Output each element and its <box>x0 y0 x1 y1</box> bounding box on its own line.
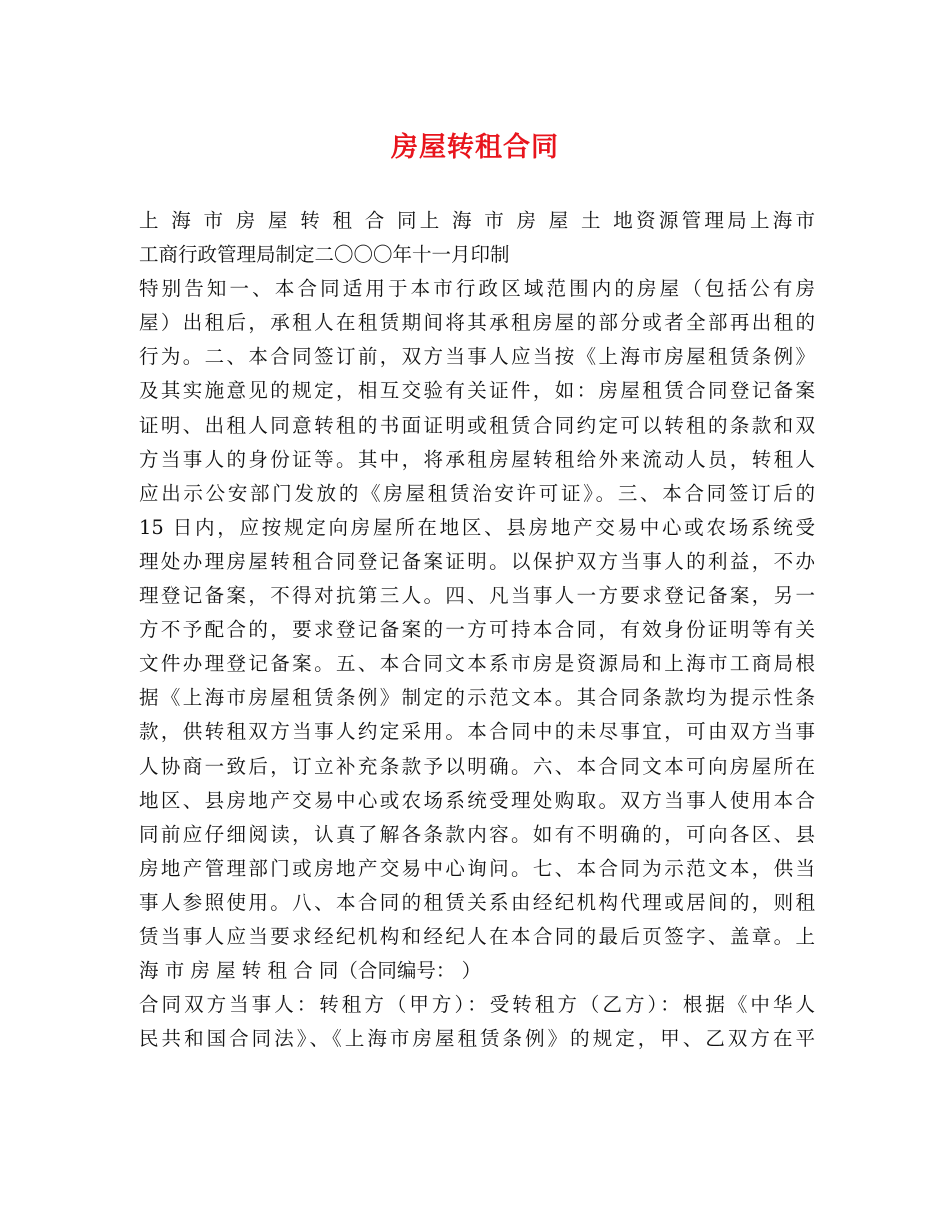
document-line: 款，供转租双方当事人约定采用。本合同中的未尽事宜，可由双方当事 <box>139 720 815 744</box>
document-line: 海 市 房 屋 转 租 合 同（合同编号： ） <box>139 959 482 983</box>
document-line: 行为。二、本合同签订前，双方当事人应当按《上海市房屋租赁条例》 <box>139 345 815 369</box>
document-line: 上 海 市 房 屋 转 租 合 同上 海 市 房 屋 土 地资源管理局上海市 <box>139 209 815 232</box>
document-line: 方不予配合的，要求登记备案的一方可持本合同，有效身份证明等有关 <box>139 618 815 642</box>
document-line: 据《上海市房屋租赁条例》制定的示范文本。其合同条款均为提示性条 <box>139 686 815 710</box>
document-line: 民共和国合同法》、《上海市房屋租赁条例》的规定，甲、乙双方在平 <box>139 1027 815 1051</box>
document-line: 证明、出租人同意转租的书面证明或租赁合同约定可以转租的条款和双 <box>139 413 815 437</box>
document-line: 应出示公安部门发放的《房屋租赁治安许可证》。三、本合同签订后的 <box>139 481 815 505</box>
document-line: 同前应仔细阅读，认真了解各条款内容。如有不明确的，可向各区、县 <box>139 822 815 846</box>
document-line: 屋）出租后，承租人在租赁期间将其承租房屋的部分或者全部再出租的 <box>139 311 815 335</box>
document-line: 特别告知一、本合同适用于本市行政区域范围内的房屋（包括公有房 <box>139 277 815 301</box>
document-line: 人协商一致后，订立补充条款予以明确。六、本合同文本可向房屋所在 <box>139 754 815 778</box>
document-line: 方当事人的身份证等。其中，将承租房屋转租给外来流动人员，转租人 <box>139 447 815 471</box>
document-line: 合同双方当事人：转租方（甲方）：受转租方（乙方）：根据《中华人 <box>139 993 815 1017</box>
document-line: 及其实施意见的规定，相互交验有关证件，如：房屋租赁合同登记备案 <box>139 379 815 403</box>
document-line: 赁当事人应当要求经纪机构和经纪人在本合同的最后页签字、盖章。上 <box>139 924 815 948</box>
document-line: 理登记备案，不得对抗第三人。四、凡当事人一方要求登记备案，另一 <box>139 584 815 608</box>
document-line: 地区、县房地产交易中心或农场系统受理处购取。双方当事人使用本合 <box>139 788 815 812</box>
document-line: 理处办理房屋转租合同登记备案证明。以保护双方当事人的利益，不办 <box>139 549 815 573</box>
document-line: 房地产管理部门或房地产交易中心询问。七、本合同为示范文本，供当 <box>139 856 815 880</box>
document-line: 工商行政管理局制定二〇〇〇年十一月印制 <box>139 243 510 267</box>
document-line: 15 日内，应按规定向房屋所在地区、县房地产交易中心或农场系统受 <box>139 515 815 539</box>
document-line: 事人参照使用。八、本合同的租赁关系由经纪机构代理或居间的，则租 <box>139 890 815 914</box>
document-line: 文件办理登记备案。五、本合同文本系市房是资源局和上海市工商局根 <box>139 652 815 676</box>
document-title: 房屋转租合同 <box>391 132 559 163</box>
document-body <box>139 204 815 1056</box>
